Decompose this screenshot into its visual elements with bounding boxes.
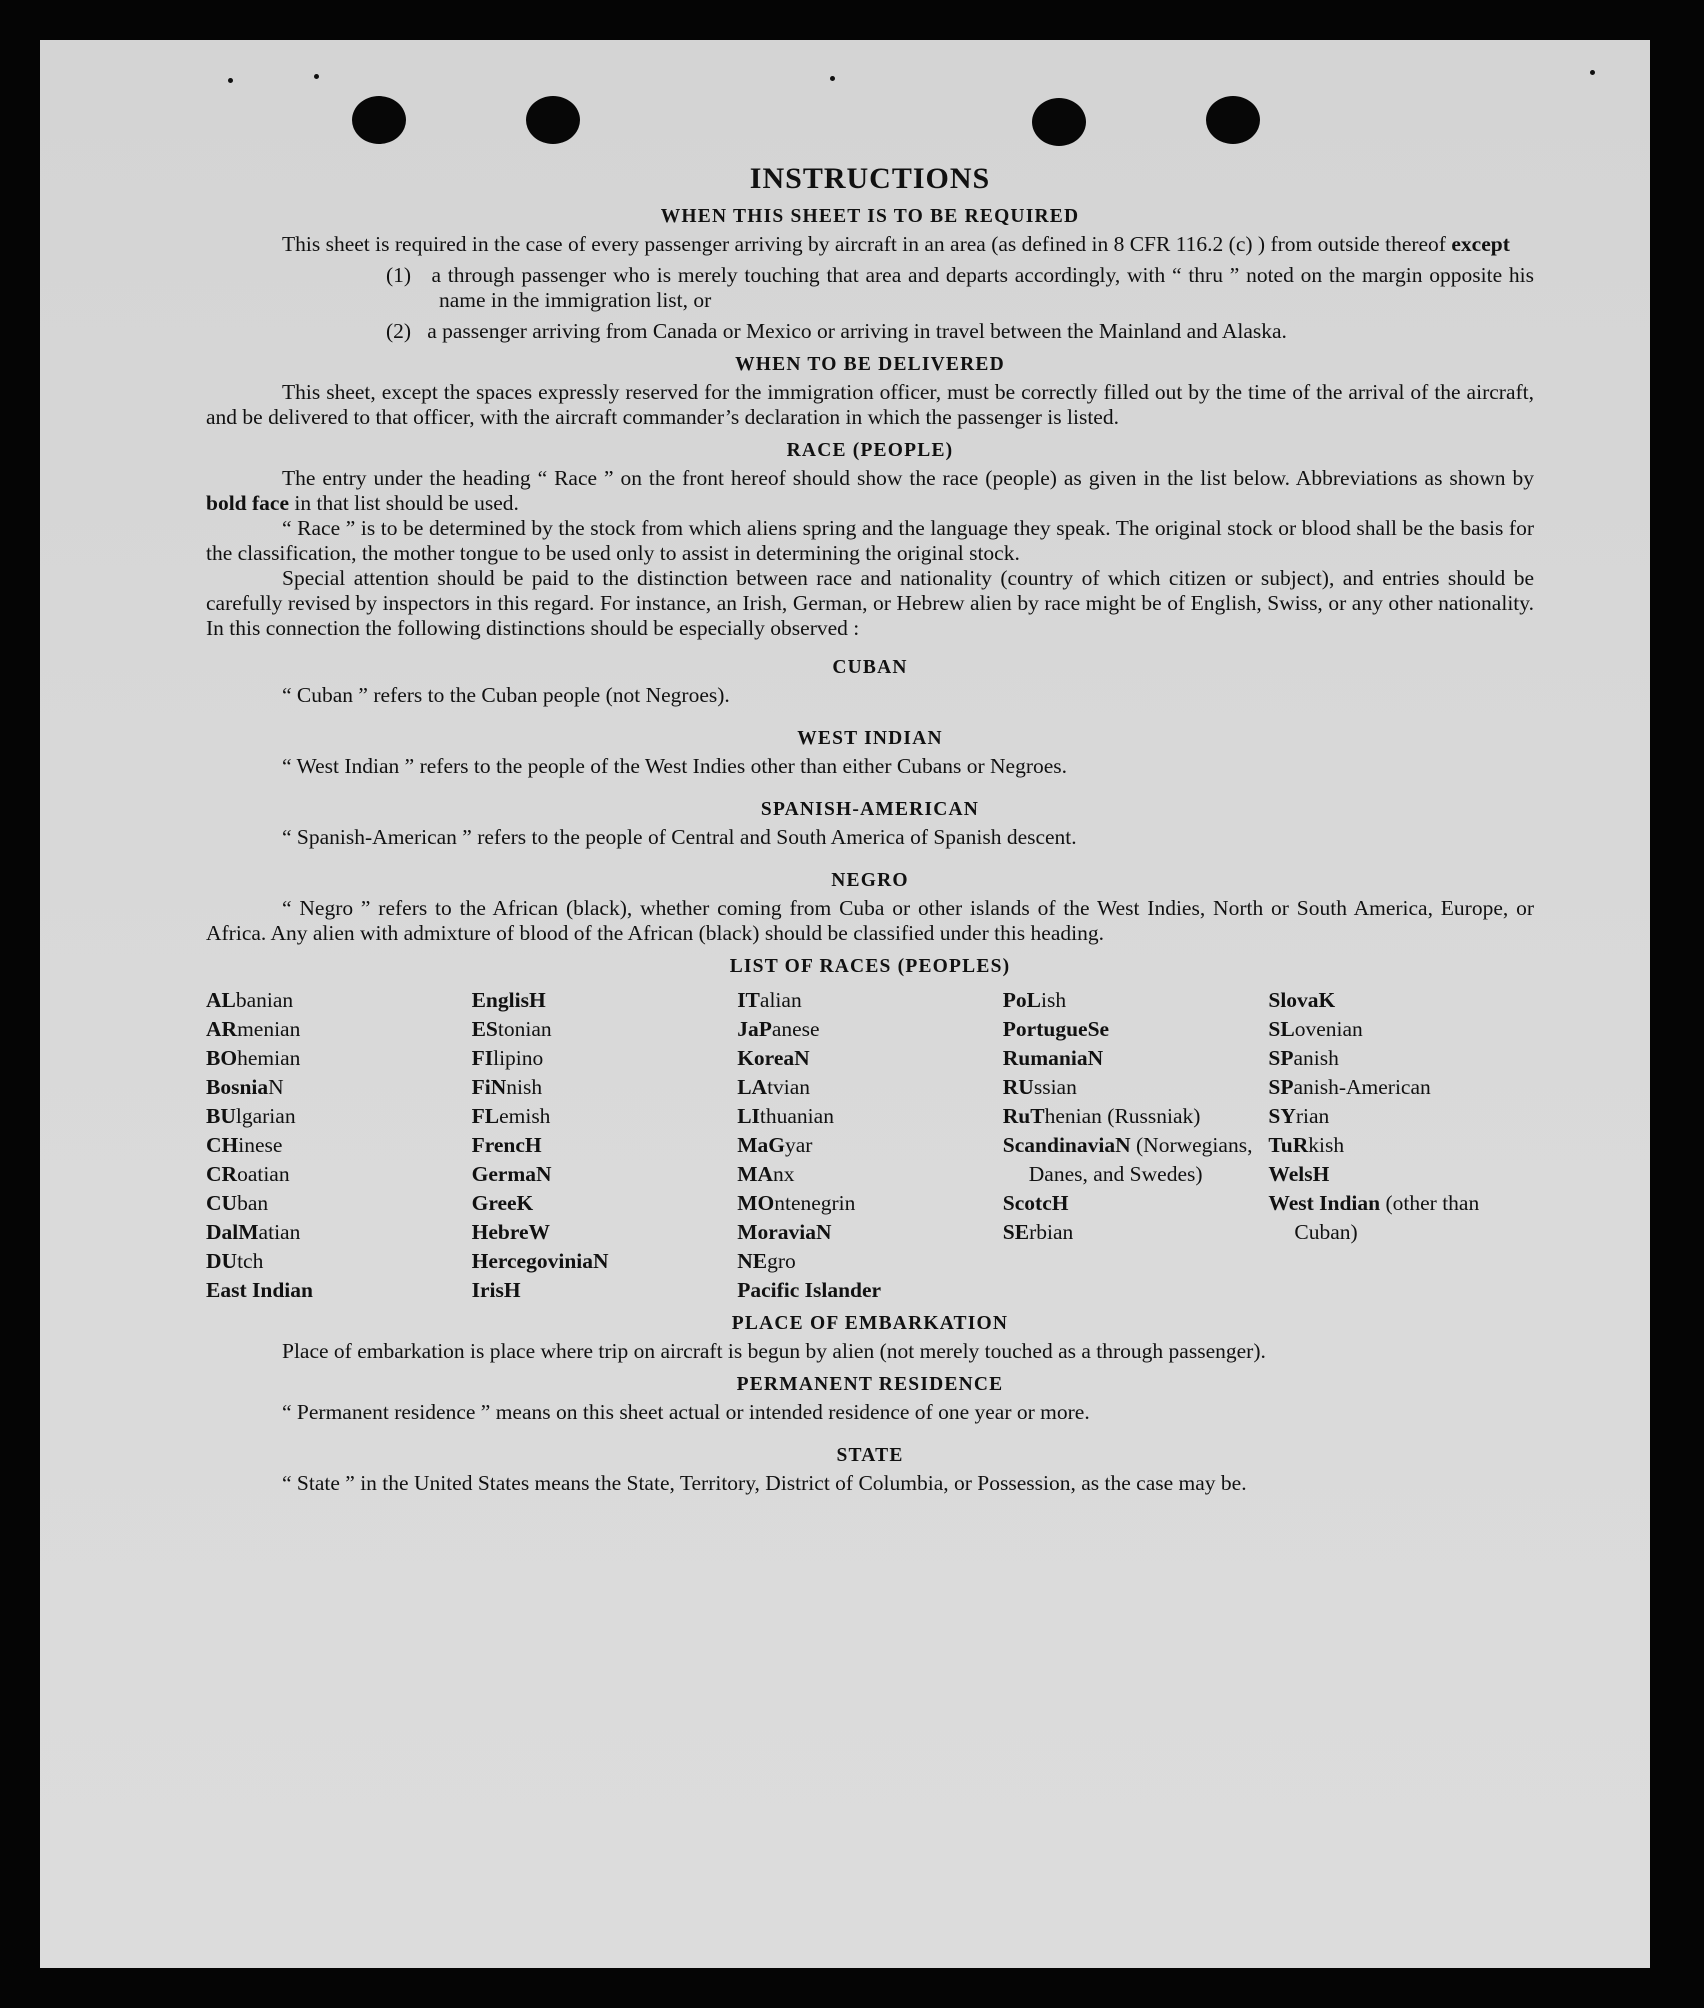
race-item: LIthuanian [737, 1104, 834, 1128]
race-column [737, 986, 1003, 1305]
residence-paragraph: “ Permanent residence ” means on this sheet actual or intended residence of one year or more. [282, 1400, 1090, 1424]
race-item: CRoatian [206, 1162, 290, 1186]
race-item: MoraviaN [737, 1220, 832, 1244]
race-item: West Indian (other than Cuban) [1268, 1191, 1480, 1244]
race-item: KoreaN [737, 1046, 810, 1070]
race-item: CUban [206, 1191, 269, 1215]
race-item: RUssian [1002, 1075, 1077, 1099]
race-item: BosniaN [206, 1075, 284, 1099]
race-item: DalMatian [206, 1220, 301, 1244]
race-item: RuThenian (Russniak) [1002, 1104, 1201, 1128]
race-item: CHinese [206, 1133, 283, 1157]
race-item: ScotcH [1002, 1191, 1069, 1215]
race-item: MAnx [737, 1162, 795, 1186]
race-item: HebreW [471, 1220, 551, 1244]
spanish-american-paragraph: “ Spanish-American ” refers to the people of Central and South America of Spanish descent. [282, 825, 1077, 849]
page-title: INSTRUCTIONS [749, 162, 991, 195]
race-column [472, 986, 738, 1305]
race-item: ALbanian [206, 988, 294, 1012]
race-item: LAtvian [737, 1075, 811, 1099]
speck [830, 76, 835, 81]
race-item: ITalian [737, 988, 802, 1012]
punch-hole [1206, 96, 1260, 144]
race-paragraph-1: The entry under the heading “ Race ” on the front hereof should show the race (people) as given in the list below. Abbreviations as shown by bold face in that list should be used. [206, 466, 1534, 515]
negro-paragraph: “ Negro ” refers to the African (black), whether coming from Cuba or other islands of the West Indies, North or South America, Europe, or Africa. Any alien with admixture of blood of the African (black) should be classified under this heading. [206, 896, 1534, 945]
race-item: EnglisH [471, 988, 546, 1012]
race-item: IrisH [471, 1278, 521, 1302]
race-item: GreeK [471, 1191, 534, 1215]
race-item: SPanish-American [1268, 1075, 1431, 1099]
west-indian-paragraph: “ West Indian ” refers to the people of the West Indies other than either Cubans or Negroes. [282, 754, 1068, 778]
cuban-paragraph: “ Cuban ” refers to the Cuban people (not Negroes). [282, 683, 730, 707]
race-item: FLemish [471, 1104, 551, 1128]
exception-item-2: (2) a passenger arriving from Canada or Mexico or arriving in travel between the Mainland and Alaska. [386, 319, 1287, 343]
race-item: DUtch [206, 1249, 264, 1273]
race-item: PoLish [1002, 988, 1067, 1012]
embarkation-paragraph: Place of embarkation is place where trip on aircraft is begun by alien (not merely touched as a through passenger). [282, 1339, 1266, 1363]
race-item: BOhemian [206, 1046, 301, 1070]
punch-hole [526, 96, 580, 144]
state-paragraph: “ State ” in the United States means the State, Territory, District of Columbia, or Possession, as the case may be. [282, 1471, 1247, 1495]
race-item: MaGyar [737, 1133, 813, 1157]
speck [314, 74, 319, 79]
heading-west-indian: WEST INDIAN [797, 728, 943, 749]
race-item: SLovenian [1268, 1017, 1363, 1041]
race-paragraph-3: Special attention should be paid to the distinction between race and nationality (country of which citizen or subject), and entries should be carefully revised by inspectors in this regard. For instance, an Irish, German, or Hebrew alien by race might be of English, Swiss, or any other nationality. In this connection the following distinctions should be especially observed : [206, 566, 1534, 640]
heading-negro: NEGRO [831, 870, 909, 891]
race-item: SPanish [1268, 1046, 1339, 1070]
heading-residence: PERMANENT RESIDENCE [736, 1374, 1004, 1395]
race-item: SErbian [1002, 1220, 1074, 1244]
race-list [206, 986, 1534, 1305]
race-item: FrencH [471, 1133, 542, 1157]
race-item: ARmenian [206, 1017, 301, 1041]
race-item: HercegoviniaN [471, 1249, 609, 1273]
speck [228, 78, 233, 83]
race-column [206, 986, 472, 1305]
race-item: MOntenegrin [737, 1191, 856, 1215]
race-item: JaPanese [737, 1017, 820, 1041]
instructions-content [206, 162, 1534, 1496]
heading-race: RACE (PEOPLE) [786, 440, 954, 461]
speck [1590, 70, 1595, 75]
race-item: ScandinaviaN (Norwegians, Danes, and Swedes) [1002, 1133, 1253, 1186]
race-item: East Indian [206, 1278, 313, 1302]
heading-delivered: WHEN TO BE DELIVERED [735, 354, 1005, 375]
race-item: Pacific Islander [737, 1278, 882, 1302]
race-item: EStonian [471, 1017, 552, 1041]
race-item: FIlipino [471, 1046, 544, 1070]
race-item: GermaN [471, 1162, 552, 1186]
race-paragraph-2: “ Race ” is to be determined by the stock from which aliens spring and the language they speak. The original stock or blood shall be the basis for the classification, the mother tongue to be used only to assist in determining the original stock. [206, 516, 1534, 565]
heading-list-of-races: LIST OF RACES (PEOPLES) [729, 956, 1011, 977]
heading-embarkation: PLACE OF EMBARKATION [731, 1313, 1009, 1334]
punch-hole [1032, 98, 1086, 146]
required-paragraph: This sheet is required in the case of every passenger arriving by aircraft in an area (as defined in 8 CFR 116.2 (c) ) from outside thereof except [282, 232, 1510, 256]
heading-cuban: CUBAN [832, 657, 908, 678]
race-item: PortugueSe [1002, 1017, 1110, 1041]
exception-item-1: (1) a through passenger who is merely touching that area and departs accordingly, with “ thru ” noted on the margin opposite his name in the immigration list, or [386, 263, 1534, 312]
race-item: NEgro [737, 1249, 796, 1273]
heading-required: WHEN THIS SHEET IS TO BE REQUIRED [660, 206, 1080, 227]
race-column [1268, 986, 1534, 1305]
race-column [1003, 986, 1269, 1305]
punch-hole [352, 96, 406, 144]
document-sheet [40, 40, 1650, 1968]
heading-spanish-american: SPANISH-AMERICAN [760, 799, 980, 820]
race-item: RumaniaN [1002, 1046, 1104, 1070]
race-item: SlovaK [1268, 988, 1336, 1012]
heading-state: STATE [836, 1445, 904, 1466]
race-item: SYrian [1268, 1104, 1330, 1128]
delivered-paragraph: This sheet, except the spaces expressly reserved for the immigration officer, must be correctly filled out by the time of the arrival of the aircraft, and be delivered to that officer, with the aircraft commander’s declaration in which the passenger is listed. [206, 380, 1534, 429]
race-item: BUlgarian [206, 1104, 296, 1128]
race-item: FiNnish [471, 1075, 543, 1099]
race-item: TuRkish [1268, 1133, 1345, 1157]
race-item: WelsH [1268, 1162, 1330, 1186]
